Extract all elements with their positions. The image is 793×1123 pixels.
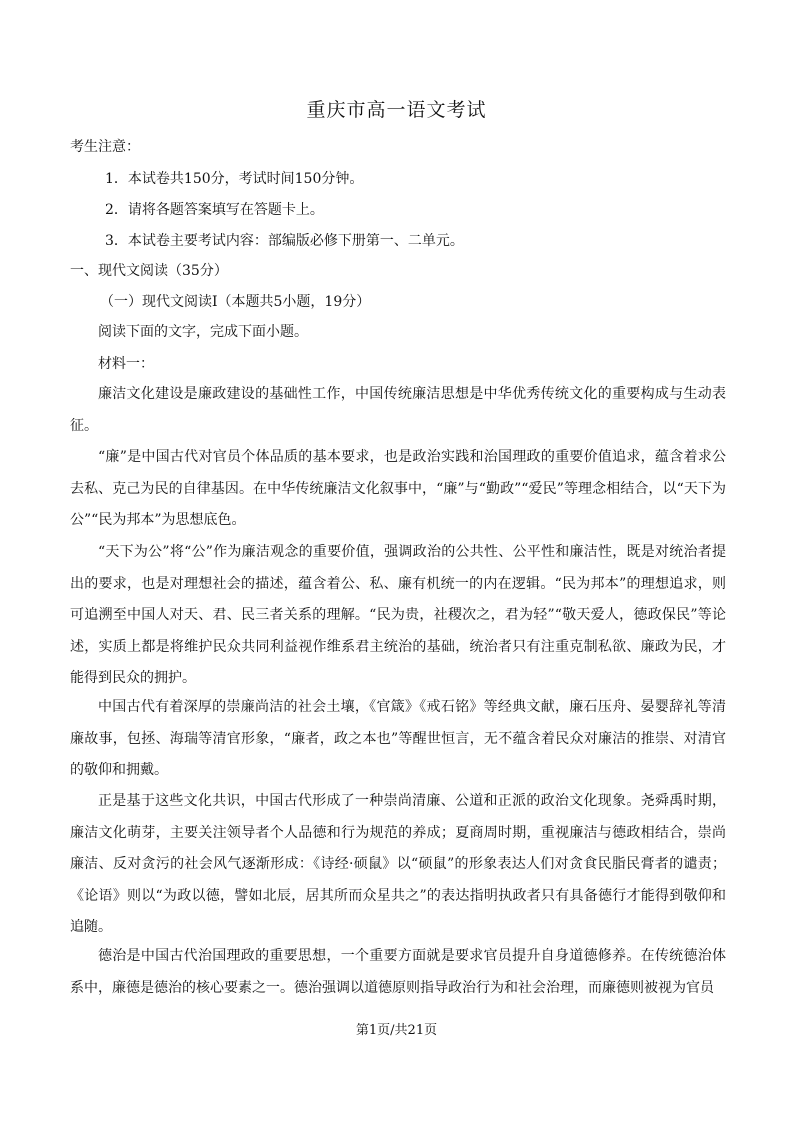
paragraph: 正是基于这些文化共识，中国古代形成了一种崇尚清廉、公道和正派的政治文化现象。尧舜禹时期，廉洁文化萌芽，主要关注领导者个人品德和行为规范的养成；夏商周时期，重视廉洁与德政相结合，崇尚廉洁、反对贪污的社会风气逐渐形成：《诗经·硕鼠》以“硕鼠”的形象表达人们对贪食民脂民膏者的谴责；《论语》则以“为政以德，譬如北辰，居其所而众星共之”的表达指明执政者只有具备德行才能得到敬仰和追随。 — [70, 793, 726, 935]
paragraph: 廉洁文化建设是廉政建设的基础性工作，中国传统廉洁思想是中华优秀传统文化的重要构成与生动表征。 — [70, 386, 726, 434]
section-heading: 一、现代文阅读（35分） — [70, 263, 228, 279]
page-title: 重庆市高一语文考试 — [306, 99, 487, 121]
notice-heading: 考生注意： — [70, 139, 140, 155]
subsection-heading: （一）现代文阅读Ⅰ（本题共5小题，19分） — [100, 294, 371, 310]
notice-item: 3．本试卷主要考试内容：部编版必修下册第一、二单元。 — [105, 233, 464, 249]
notice-item: 2．请将各题答案填写在答题卡上。 — [105, 202, 324, 218]
paragraph: “天下为公”将“公”作为廉洁观念的重要价值，强调政治的公共性、公平性和廉洁性，既是对统治者提出的要求，也是对理想社会的描述，蕴含着公、私、廉有机统一的内在逻辑。“民为邦本”的理想追求，则可追溯至中国人对天、君、民三者关系的理解。“民为贵，社稷次之，君为轻”“敬天爱人，德政保民”等论述，实质上都是将维护民众共同利益视作维系君主统治的基础，统治者只有注重克制私欲、廉政为民，才能得到民众的拥护。 — [70, 544, 726, 686]
reading-instruction: 阅读下面的文字，完成下面小题。 — [98, 324, 308, 340]
material-label: 材料一： — [98, 356, 154, 372]
page-footer: 第1页/共21页 — [355, 1023, 438, 1038]
paragraph: 中国古代有着深厚的崇廉尚洁的社会土壤，《官箴》《戒石铭》等经典文献，廉石压舟、晏婴辞礼等清廉故事，包拯、海瑞等清官形象，“廉者，政之本也”等醒世恒言，无不蕴含着民众对廉洁的推崇、对清官的敬仰和拥戴。 — [70, 699, 726, 778]
paragraph: 德治是中国古代治国理政的重要思想，一个重要方面就是要求官员提升自身道德修养。在传统德治体系中，廉德是德治的核心要素之一。德治强调以道德原则指导政治行为和社会治理，而廉德则被视为官员 — [70, 948, 726, 996]
notice-item: 1．本试卷共150分，考试时间150分钟。 — [105, 171, 364, 187]
paragraph: “廉”是中国古代对官员个体品质的基本要求，也是政治实践和治国理政的重要价值追求，蕴含着求公去私、克己为民的自律基因。在中华传统廉洁文化叙事中，“廉”与“勤政”“爱民”等理念相结合，以“天下为公”“民为邦本”为思想底色。 — [70, 449, 726, 528]
